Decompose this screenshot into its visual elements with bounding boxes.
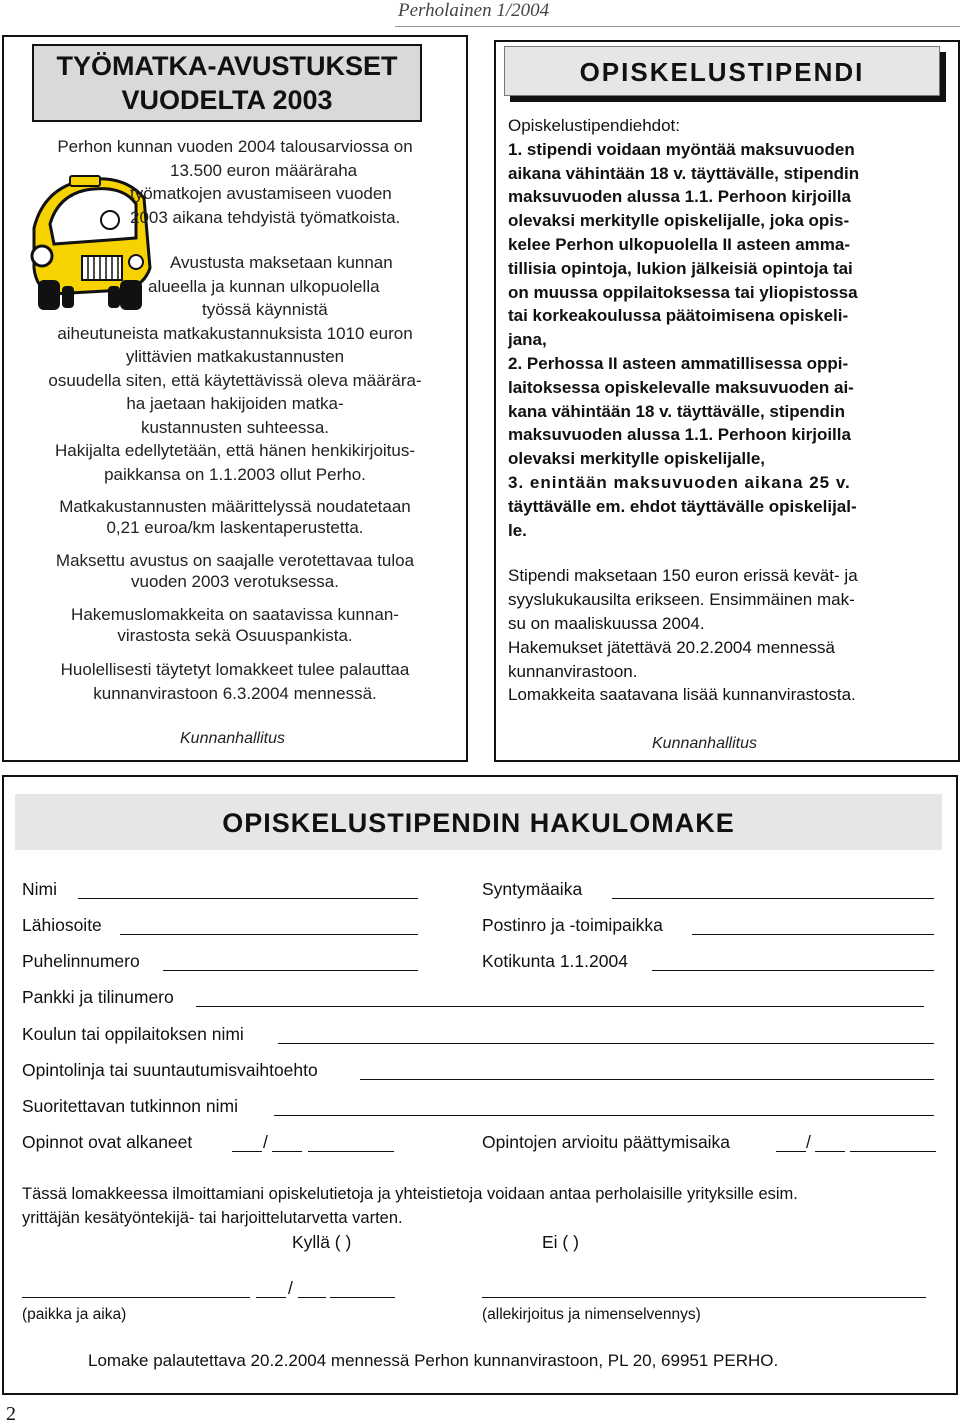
application-form-frame — [2, 775, 958, 1395]
postal-field[interactable] — [692, 934, 934, 935]
end-slash: / — [806, 1132, 811, 1152]
left-article-title: TYÖMATKA-AVUSTUKSET VUODELTA 2003 — [32, 44, 422, 122]
right-text: Opiskelustipendiehdot: 1. stipendi voidaan myöntää maksuvuoden aikana vähintään 18 v. täyttävälle, stipendin maksuvuoden alussa 1.1. Perhoon kirjoilla olevaksi merkitylle opiskelijalle, joka opis- kelee Perhon ulkopuolella II asteen amma- tillisia opintoja, lukion jälkeisiä opintoja tai on muussa oppilaitoksessa tai yliopistossa tai korkeakoulussa päätoimisena opiskeli- jana, 2. Perhossa II asteen ammatillisessa oppi- laitoksessa opiskelevalle maksuvuoden ai- kana vähintään 18 v. täyttävälle, stipendin maksuvuoden alussa 1.1. Perhoon kirjoilla olevaksi merkitylle opiskelijalle, 3. enintään maksuvuoden aikana 25 v. täyttävälle em. ehdot täyttävälle opiskelijal- le. Stipendi maksetaan 150 euron erissä kevät- ja syyslukukausilta erikseen. Ensimmäinen mak- su on maaliskuussa 2004. Hakemukset jätettävä 20.2.2004 mennessä kunnanvirastoon. Lomakkeita saatavana lisää kunnanvirastosta. — [508, 116, 860, 705]
bank-label: Pankki ja tilinumero — [22, 987, 174, 1007]
page-number: 2 — [6, 1403, 16, 1425]
return-instructions: Lomake palautettava 20.2.2004 mennessä Perhon kunnanvirastoon, PL 20, 69951 PERHO. — [88, 1351, 779, 1370]
end-estimate-label: Opintojen arvioitu päättymisaika — [482, 1132, 731, 1152]
consent-text-2: yrittäjän kesätyöntekijä- tai harjoittelutarvetta varten. — [22, 1209, 403, 1227]
end-year-field[interactable] — [815, 1151, 845, 1152]
signature-field[interactable] — [482, 1297, 926, 1298]
date-slash: / — [288, 1278, 293, 1298]
address-label: Lähiosoite — [22, 915, 102, 935]
signature-caption: (allekirjoitus ja nimenselvennys) — [482, 1306, 701, 1323]
birth-field[interactable] — [612, 898, 934, 899]
address-field[interactable] — [120, 934, 418, 935]
phone-label: Puhelinnumero — [22, 951, 140, 971]
consent-yes-option[interactable]: Kyllä ( ) — [292, 1232, 352, 1252]
started-label: Opinnot ovat alkaneet — [22, 1132, 193, 1152]
phone-field[interactable] — [163, 970, 418, 971]
end-extra-field[interactable] — [850, 1151, 936, 1152]
study-line-field[interactable] — [360, 1079, 934, 1080]
consent-text-1: Tässä lomakkeessa ilmoittamiani opiskelutietoja ja yhteistietoja voidaan antaa perholaisille yrityksille esim. — [22, 1185, 798, 1203]
end-month-field[interactable] — [776, 1151, 806, 1152]
birth-label: Syntymäaika — [482, 879, 583, 899]
date-month-field[interactable] — [298, 1297, 326, 1298]
date-year-field[interactable] — [330, 1297, 395, 1298]
right-article-title: OPISKELUSTIPENDI — [504, 46, 940, 96]
school-label: Koulun tai oppilaitoksen nimi — [22, 1024, 244, 1044]
name-field[interactable] — [78, 898, 418, 899]
left-signature: Kunnanhallitus — [180, 730, 285, 747]
started-slash: / — [263, 1132, 268, 1152]
date-day-field[interactable] — [256, 1297, 286, 1298]
started-year-field[interactable] — [272, 1151, 302, 1152]
right-signature: Kunnanhallitus — [652, 735, 757, 752]
consent-no-option[interactable]: Ei ( ) — [542, 1232, 579, 1252]
bank-field[interactable] — [196, 1006, 924, 1007]
degree-label: Suoritettavan tutkinnon nimi — [22, 1096, 238, 1116]
study-line-label: Opintolinja tai suuntautumisvaihtoehto — [22, 1060, 318, 1080]
name-label: Nimi — [22, 879, 57, 899]
postal-label: Postinro ja -toimipaikka — [482, 915, 663, 935]
started-extra-field[interactable] — [308, 1151, 394, 1152]
header-rule — [395, 26, 960, 27]
place-time-caption: (paikka ja aika) — [22, 1306, 127, 1323]
left-text: Perhon kunnan vuoden 2004 talousarviossa on 13.500 euron määräraha työmatkojen avustamiseen vuoden 2003 aikana tehdyistä työmatkoista. Avustusta maksetaan kunnan alueella ja kunnan ulkopuolella työssä käynnistä aiheutuneista matkakustannuksista 1010 euron ylittävien matkakustannusten osuudella siten, että käytettävissä oleva määrära- ha jaetaan hakijoiden matka- kustannusten suhteessa. Hakijalta edellytetään, että hänen henkikirjoitus- paikkansa on 1.1.2003 ollut Perho. Matkakustannusten määrittelyssä noudatetaan 0,21 euroa/km laskentaperustetta. Maksettu avustus on saajalle verotettavaa tuloa vuoden 2003 verotuksessa. Hakemuslomakkeita on saatavissa kunnan- virastosta sekä Osuuspankista. Huolellisesti täytetyt lomakkeet tulee palauttaa kunnanvirastoon 6.3.2004 mennessä. — [48, 137, 422, 703]
running-header: Perholainen 1/2004 — [398, 0, 550, 21]
started-month-field[interactable] — [232, 1151, 262, 1152]
school-field[interactable] — [278, 1043, 934, 1044]
home-municipality-label: Kotikunta 1.1.2004 — [482, 951, 628, 971]
form-title: OPISKELUSTIPENDIN HAKULOMAKE — [15, 794, 942, 850]
degree-field[interactable] — [274, 1115, 934, 1116]
place-field[interactable] — [22, 1297, 250, 1298]
home-municipality-field[interactable] — [652, 970, 934, 971]
